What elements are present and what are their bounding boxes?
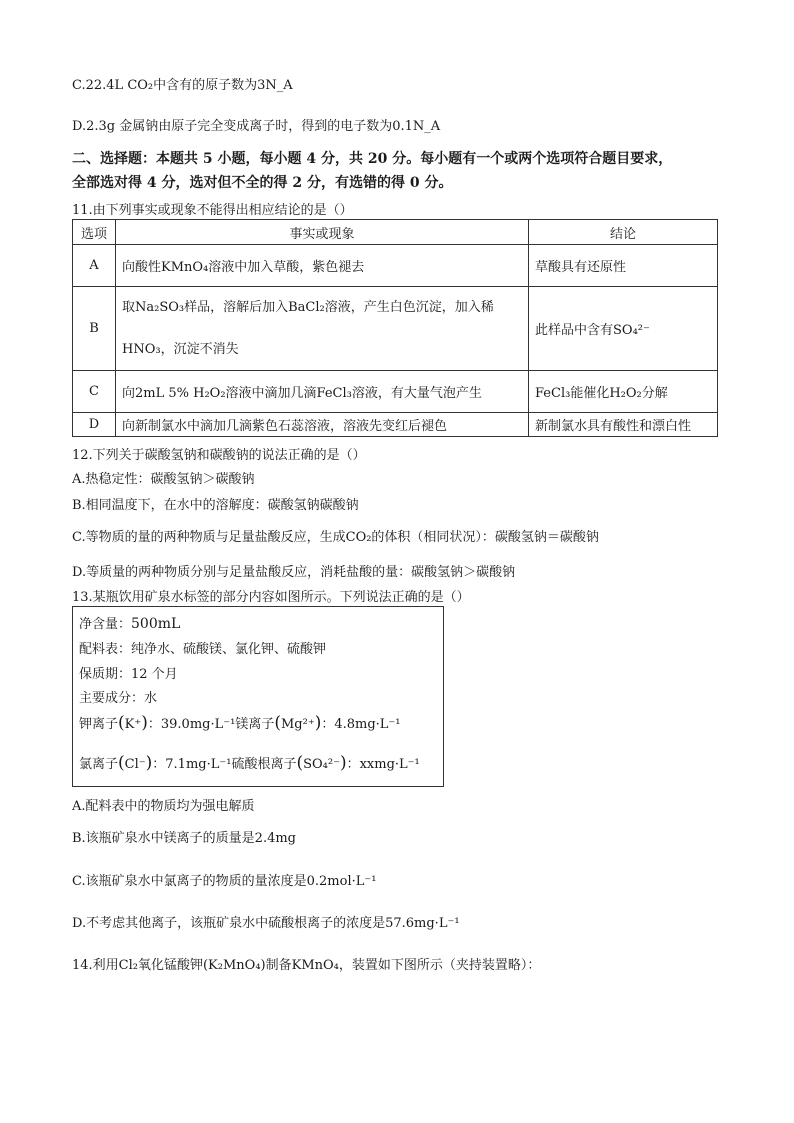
row-conclusion: 此样品中含有SO₄²⁻ [529, 287, 718, 371]
row-fact: 向2mL 5% H₂O₂溶液中滴加几滴FeCl₃溶液，有大量气泡产生 [116, 371, 529, 413]
potassium-ion: K⁺ [124, 717, 142, 732]
table-row [73, 413, 718, 437]
q10-option-c: C.22.4L CO₂中含有的原子数为3N_A [72, 78, 293, 93]
q13-stem: 13.某瓶饮用矿泉水标签的部分内容如图所示。下列说法正确的是（） [72, 590, 470, 605]
q14-stem: 14.利用Cl₂氧化锰酸钾(K₂MnO₄)制备KMnO₄，装置如下图所示（夹持装置略）： [72, 958, 541, 973]
row-fact: 向酸性KMnO₄溶液中加入草酸，紫色褪去 [116, 245, 529, 287]
sulfate-ion: SO₄²⁻ [303, 757, 340, 772]
table-row [73, 287, 718, 371]
q12-stem: 12.下列关于碳酸氢钠和碳酸钠的说法正确的是（） [72, 448, 366, 463]
label-shelf-life: 保质期：12 个月 [79, 667, 178, 682]
mineral-water-label [72, 606, 444, 787]
label-main-component: 主要成分：水 [79, 691, 158, 706]
label-k-mg-line: 钾离子(K⁺)：39.0mg·L⁻¹镁离子(Mg²⁺)：4.8mg·L⁻¹ [79, 713, 401, 733]
row-fact [116, 287, 529, 371]
row-option: B [73, 287, 116, 371]
q12-option-a: A.热稳定性：碳酸氢钠＞碳酸钠 [72, 472, 255, 487]
row-fact: 向新制氯水中滴加几滴紫色石蕊溶液，溶液先变红后褪色 [116, 413, 529, 437]
table-header-row [73, 220, 718, 245]
q13-option-a: A.配料表中的物质均为强电解质 [72, 799, 255, 814]
q12-option-d: D.等质量的两种物质分别与足量盐酸反应，消耗盐酸的量：碳酸氢钠＞碳酸钠 [72, 565, 516, 580]
row-fact-line2: HNO₃，沉淀不消失 [122, 341, 239, 357]
table-row [73, 371, 718, 413]
magnesium-ion: Mg²⁺ [280, 717, 315, 732]
row-conclusion: 新制氯水具有酸性和漂白性 [529, 413, 718, 437]
row-conclusion: FeCl₃能催化H₂O₂分解 [529, 371, 718, 413]
q10-option-d: D.2.3g 金属钠由原子完全变成离子时，得到的电子数为0.1N_A [72, 119, 441, 134]
section-2-heading-line1: 二、选择题：本题共 5 小题，每小题 4 分，共 20 分。每小题有一个或两个选项符合题目要求， [72, 151, 673, 167]
q12-option-c: C.等物质的量的两种物质与足量盐酸反应，生成CO₂的体积（相同状况）：碳酸氢钠＝碳酸钠 [72, 530, 599, 545]
q11-table [72, 219, 718, 437]
row-conclusion: 草酸具有还原性 [529, 245, 718, 287]
label-ingredients: 配料表：纯净水、硫酸镁、氯化钾、硫酸钾 [79, 642, 327, 657]
q12-option-b: B.相同温度下，在水中的溶解度：碳酸氢钠碳酸钠 [72, 498, 359, 513]
header-fact: 事实或现象 [116, 220, 529, 245]
section-2-heading-line2: 全部选对得 4 分，选对但不全的得 2 分，有选错的得 0 分。 [72, 175, 453, 191]
q11-stem: 11.由下列事实或现象不能得出相应结论的是（） [72, 203, 353, 218]
table-row [73, 245, 718, 287]
chloride-ion: Cl⁻ [124, 757, 146, 772]
header-option: 选项 [73, 220, 116, 245]
q13-option-c: C.该瓶矿泉水中氯离子的物质的量浓度是0.2mol·L⁻¹ [72, 874, 377, 889]
q13-option-b: B.该瓶矿泉水中镁离子的质量是2.4mg [72, 831, 297, 846]
row-option: D [73, 413, 116, 437]
label-cl-so4-line: 氯离子(Cl⁻)：7.1mg·L⁻¹硫酸根离子(SO₄²⁻)：xxmg·L⁻¹ [79, 753, 420, 773]
label-net-content: 净含量：500mL [79, 616, 181, 632]
row-option: A [73, 245, 116, 287]
q13-option-d: D.不考虑其他离子，该瓶矿泉水中硫酸根离子的浓度是57.6mg·L⁻¹ [72, 916, 460, 931]
header-conclusion: 结论 [529, 220, 718, 245]
row-option: C [73, 371, 116, 413]
row-fact-line1: 取Na₂SO₃样品，溶解后加入BaCl₂溶液，产生白色沉淀，加入稀 [122, 299, 494, 315]
